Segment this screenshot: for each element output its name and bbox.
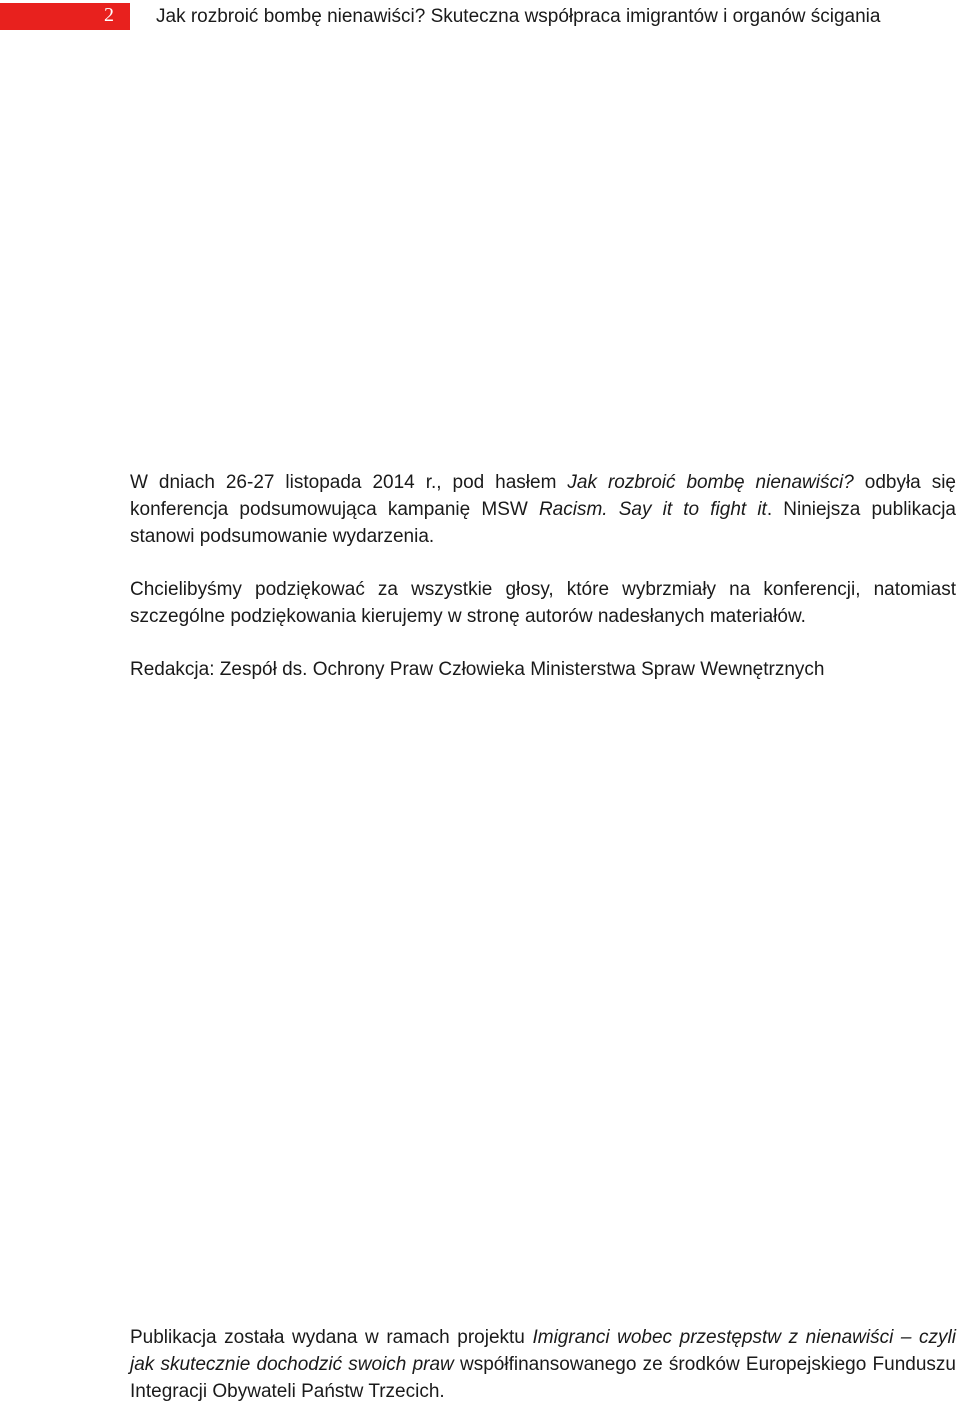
intro-campaign-name: Racism. Say it to fight it <box>538 499 767 520</box>
page-number: 2 <box>104 4 114 26</box>
intro-text-3: odbyła się konferencja podsumowująca kampanię MSW <box>130 472 957 520</box>
intro-campaign-slogan: Jak rozbroić bombę nienawiści? <box>567 472 854 493</box>
page-header <box>0 0 960 34</box>
intro-paragraph <box>130 469 956 550</box>
funding-text-1: Publikacja została wydana w ramach projektu <box>130 1327 533 1348</box>
funding-note <box>130 1324 956 1405</box>
intro-text-1: W dniach 26-27 listopada 2014 r., pod hasłem <box>130 472 568 493</box>
thanks-paragraph: Chcielibyśmy podziękować za wszystkie głosy, które wybrzmiały na konferencji, natomiast szczególne podziękowania kierujemy w stronę autorów nadesłanych materiałów. <box>130 579 956 627</box>
funding-text-3: współfinansowanego ze środków Europejskiego Funduszu Integracji Obywateli Państw Trzecich. <box>130 1354 956 1402</box>
project-name: Imigranci wobec przestępstw z nienawiści – czyli jak skutecznie dochodzić swoich praw <box>130 1327 956 1375</box>
editorial-credit: Redakcja: Zespół ds. Ochrony Praw Człowieka Ministerstwa Spraw Wewnętrznych <box>130 659 825 680</box>
intro-text-5: . Niniejsza publikacja stanowi podsumowanie wydarzenia. <box>130 499 956 547</box>
running-title: Jak rozbroić bombę nienawiści? Skuteczna współpraca imigrantów i organów ścigania <box>156 6 881 27</box>
